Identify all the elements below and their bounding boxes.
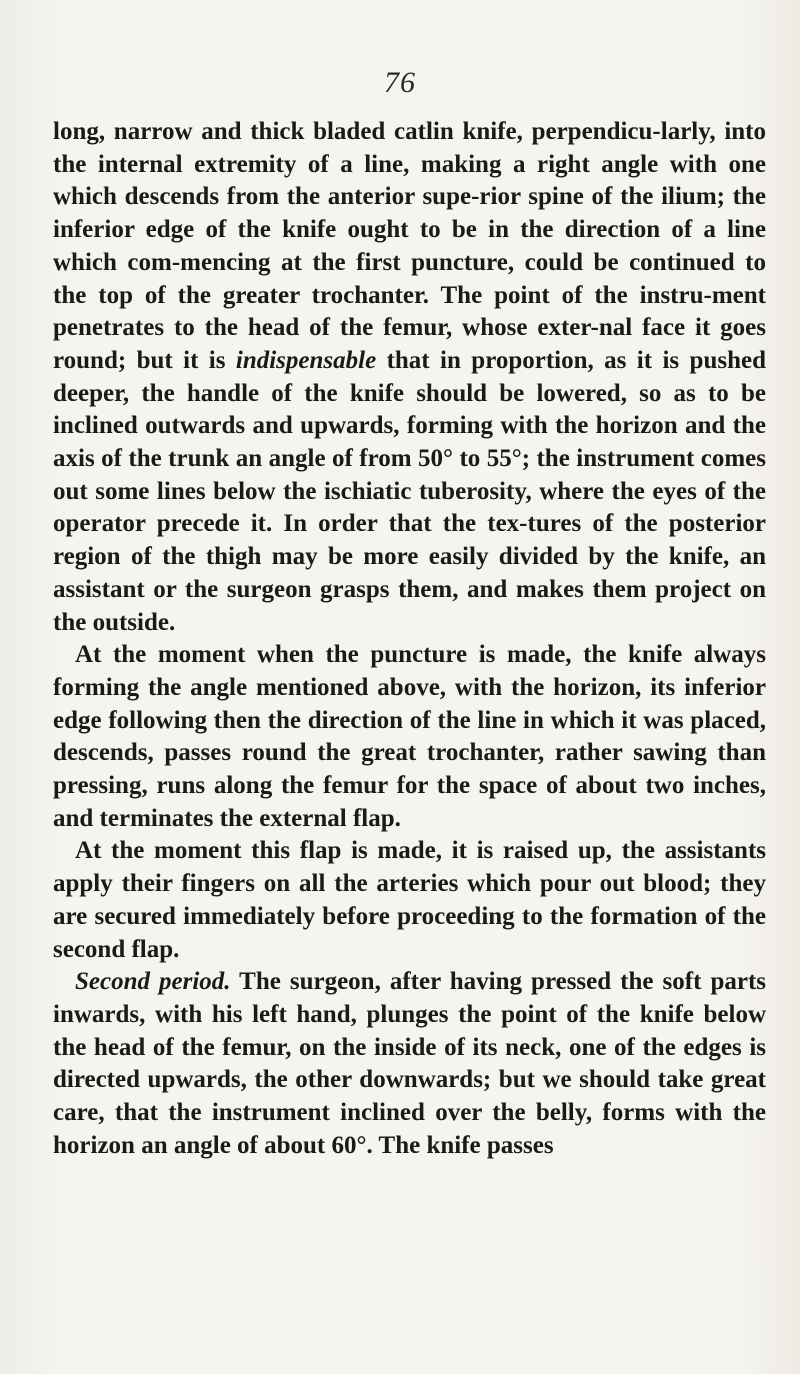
italic-emphasis: indispensable [235, 346, 377, 374]
text-run: The surgeon, after having pressed the soft parts inwards, with his left hand, plunges the point of the knife below the head of the femur, on the inside of its neck, one of the edges is directed upwards, the other downwards; but we should take great care, that the instrument inclined over the belly, forms with the horizon an angle of about 60°. The knife passes [53, 968, 766, 1159]
body-text [53, 116, 766, 1163]
paragraph-external-flap [53, 639, 766, 835]
text-run: At the moment when the puncture is made, the knife always forming the angle mentioned above, with the horizon, its inferior edge following then the direction of the line in which it was placed, descends, passes round the great trochanter, rather sawing than pressing, runs along the femur for the space of about two inches, and terminates the external flap. [53, 641, 766, 832]
text-run: long, narrow and thick bladed catlin knife, perpendicu-larly, into the internal extremity of a line, making a right angle with one which descends from the anterior supe-rior spine of the ilium; the inferior edge of the knife ought to be in the direction of a line which com-mencing at the first puncture, could be continued to the top of the greater trochanter. The point of the instru-ment penetrates to the head of the femur, whose exter-nal face it goes round; but it is [53, 118, 766, 374]
paragraph-arteries [53, 835, 766, 966]
paragraph-knife-insertion [53, 116, 766, 639]
paragraph-second-period [53, 966, 766, 1162]
text-run: that in proportion, as it is pushed deeper, the handle of the knife should be lowered, so as to be inclined outwards and upwards, forming with the horizon and the axis of the trunk an angle of from 50° to 55°; the instrument comes out some lines below the ischiatic tuberosity, where the eyes of the operator precede it. In order that the tex-tures of the posterior region of the thigh may be more easily divided by the knife, an assistant or the surgeon grasps them, and makes them project on the outside. [53, 346, 766, 636]
text-run: At the moment this flap is made, it is raised up, the assistants apply their fingers on all the arteries which pour out blood; they are secured immediately before proceeding to the formation of the second flap. [53, 837, 766, 963]
section-heading-italic: Second period. [75, 968, 231, 996]
page-number: 76 [384, 66, 416, 99]
